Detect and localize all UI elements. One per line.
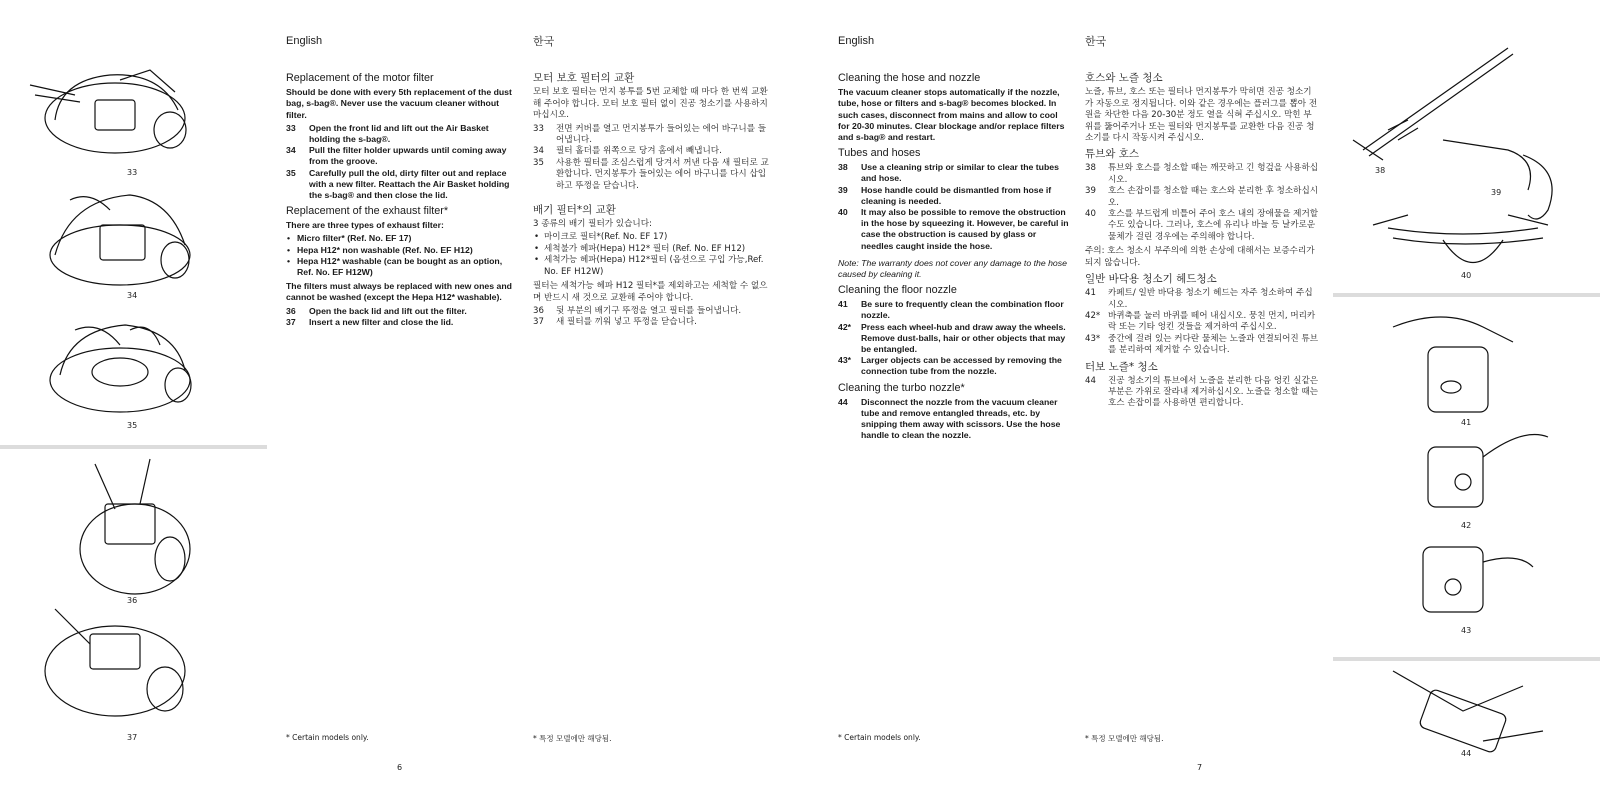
step-item: 44 Disconnect the nozzle from the vacuum cleaner tube and remove entangled threads, etc. by snipping them away with scissors. Use the hose handle to clean the nozzle.: [838, 396, 1061, 441]
section-title-turbo-nozzle: 터보 노즐* 청소: [1085, 360, 1158, 373]
figure-label: 43: [1461, 626, 1472, 635]
footnote: * Certain models only.: [286, 733, 369, 742]
step-item: 37 Insert a new filter and close the lid.: [286, 316, 454, 327]
list-item: • Hepa H12* non washable (Ref. No. EF H12): [287, 244, 473, 255]
exhaust-filter-types: [533, 232, 771, 278]
step-item: 39 호스 손잡이를 청소할 때는 호스와 분리한 후 청소하십시오.: [1085, 186, 1319, 208]
list-item: • Hepa H12* washable (can be bought as an option, Ref. No. EF H12W): [287, 255, 503, 278]
list-item: • 마이크로 필터*(Ref. No. EF 17): [534, 232, 668, 243]
page6-english-column: [286, 36, 516, 331]
step-item: 39 Hose handle could be dismantled from hose if cleaning is needed.: [838, 184, 1052, 206]
figure-label: 40: [1461, 271, 1472, 280]
section-intro: Should be done with every 5th replacement of the dust bag, s-bag®. Never use the vacuum cleaner without filter.: [286, 87, 512, 120]
tubes-steps: [1085, 163, 1319, 243]
figure-label: 39: [1491, 188, 1502, 197]
turbo-nozzle-illustration-44: [1333, 661, 1600, 801]
section-intro: 3 종류의 배기 필터가 있습니다:: [533, 219, 652, 230]
motor-filter-steps: [286, 123, 516, 201]
section-intro: 모터 보호 필터는 먼지 봉투를 5번 교체할 때 마다 한 번씩 교환해 주어야 합니다. 모터 보호 필터 없이 진공 청소기를 사용하지 마십시오.: [533, 87, 768, 121]
step-item: 34 Pull the filter holder upwards until coming away from the groove.: [286, 145, 507, 167]
step-item: 34 필터 홀더를 위쪽으로 당겨 홈에서 빼냅니다.: [533, 146, 722, 157]
section-intro: There are three types of exhaust filter:: [286, 220, 444, 231]
page7-english-column: [838, 36, 1070, 444]
step-item: 38 Use a cleaning strip or similar to clear the tubes and hose.: [838, 162, 1059, 184]
exhaust-filter-types: [286, 233, 516, 278]
footnote: * 특정 모델에만 해당됨.: [1085, 734, 1164, 743]
vacuum-illustrations-36-37: [0, 449, 267, 801]
section-title-floor-nozzle: Cleaning the floor nozzle: [838, 284, 957, 297]
step-item: 41 카페트/ 일반 바닥용 청소기 헤드는 자주 청소하여 주십시오.: [1085, 288, 1313, 310]
page-number: 6: [397, 763, 403, 772]
step-item: 43* Larger objects can be accessed by removing the connection tube from the nozzle.: [838, 355, 1062, 377]
list-item: • 세척불가 헤파(Hepa) H12* 필터 (Ref. No. EF H12): [534, 243, 746, 254]
illustration-panel-bottom: [1333, 661, 1600, 801]
step-item: 33 전면 커버를 열고 먼지봉투가 들어있는 에어 바구니를 들어냅니다.: [533, 123, 767, 146]
section-title-tubes-hoses: Tubes and hoses: [838, 147, 921, 160]
nozzle-illustrations-41-43: [1333, 297, 1600, 657]
list-item: • 세척가능 헤파(Hepa) H12*필터 (옵션으로 구입 가능,Ref. No. EF H12W): [534, 255, 764, 277]
step-item: 44 진공 청소기의 튜브에서 노즐을 분리한 다음 엉킨 실같은 부분은 가위로 잘라내 제거하십시오. 노즐을 청소할 때는 호스 손잡이를 사용하면 편리합니다.: [1085, 375, 1319, 409]
motor-filter-steps: [533, 124, 771, 192]
figure-label: 41: [1461, 418, 1472, 427]
tubes-steps: [838, 162, 1070, 252]
step-item: 40 호스를 부드럽게 비틀어 주어 호스 내의 장애물을 제거할 수도 있습니다. 그러나, 호스에 유리나 바늘 등 날카로운 물체가 걸린 경우에는 주의해야 합니다.: [1085, 209, 1319, 242]
figure-label: 35: [127, 421, 138, 430]
step-item: 42* 바퀴축를 눌러 바퀴를 떼어 내십시오. 뭉친 먼지, 머리카락 또는 기타 엉킨 것들을 제거하여 주십시오.: [1085, 310, 1316, 333]
step-item: 38 튜브와 호스를 청소할 때는 깨끗하고 긴 헝겊을 사용하십시오.: [1085, 163, 1319, 185]
step-item: 43* 중간에 걸려 있는 커다란 물체는 노즐과 연결되어진 튜브를 분리하여 제거할 수 있습니다.: [1085, 333, 1319, 356]
footnote: * 특정 모델에만 해당됨.: [533, 734, 612, 743]
figure-label: 33: [127, 168, 138, 177]
exhaust-note: 필터는 세척가능 헤파 H12 필터*를 제외하고는 세척할 수 없으며 반드시 새 것으로 교환해 주어야 합니다.: [533, 281, 768, 303]
right-illustration-strip: [1333, 0, 1600, 801]
warranty-note: 주의: 호스 청소시 부주의에 의한 손상에 대해서는 보증수리가 되지 않습니다.: [1085, 246, 1315, 268]
exhaust-filter-steps: [286, 306, 516, 328]
step-item: 40 It may also be possible to remove the obstruction in the hose by squeezing it. However, be careful in case the obstruction is caused by glass or needles caught inside the hose.: [838, 207, 1069, 251]
list-item: • Micro filter* (Ref. No. EF 17): [287, 233, 412, 244]
language-heading: 한국: [533, 35, 555, 48]
page7-korean-column: [1085, 36, 1319, 413]
vacuum-illustrations-33-35: [0, 0, 267, 445]
step-item: 36 뒷 부분의 배기구 뚜껑을 열고 필터를 들어냅니다.: [533, 305, 742, 316]
turbo-steps: [838, 397, 1070, 442]
language-heading: English: [286, 35, 323, 47]
exhaust-note: The filters must always be replaced with new ones and cannot be washed (except the Hepa H12* washable).: [286, 281, 512, 303]
section-title-exhaust-filter: Replacement of the exhaust filter*: [286, 205, 449, 218]
section-intro: 노즐, 튜브, 호스 또는 필터나 먼지봉투가 막히면 진공 청소기가 자동으로 정지됩니다. 이와 같은 경우에는 플러그를 뽑아 전원을 차단한 다음 20-30분 정도 열을 식혀 주십시오. 막힌 부위를 뚫어주거나 또는 필터와 먼지봉투를 교환한 다음 진공 청소기를 다시 작동시켜 주십시오.: [1085, 87, 1318, 144]
language-heading: English: [838, 35, 875, 47]
warranty-note: Note: The warranty does not cover any damage to the hose caused by cleaning it.: [838, 257, 1067, 280]
figure-label: 34: [127, 291, 138, 300]
section-title-hose-nozzle: 호스와 노즐 청소: [1085, 72, 1163, 85]
section-title-exhaust-filter: 배기 필터*의 교환: [533, 204, 616, 217]
section-title-floor-nozzle: 일반 바닥용 청소기 헤드청소: [1085, 273, 1217, 286]
step-item: 41 Be sure to frequently clean the combination floor nozzle.: [838, 299, 1064, 321]
figure-label: 38: [1375, 166, 1386, 175]
page6-korean-column: [533, 36, 771, 332]
section-intro: The vacuum cleaner stops automatically if the nozzle, tube, hose or filters and s-bag® becomes blocked. In such cases, disconnect from mains and allow to cool for 20-30 minutes. Clear blockage and/or replace filters and s-bag® and restart.: [838, 87, 1065, 143]
illustration-panel-top: [1333, 0, 1600, 293]
illustration-panel-middle: [1333, 297, 1600, 657]
figure-label: 36: [127, 596, 138, 605]
language-heading: 한국: [1085, 35, 1107, 48]
step-item: 42* Press each wheel-hub and draw away the wheels. Remove dust-balls, hair or other objects that may be entangled.: [838, 321, 1066, 355]
figure-label: 44: [1461, 749, 1472, 758]
figure-label: 37: [127, 733, 138, 742]
step-item: 35 사용한 필터를 조심스럽게 당겨서 꺼낸 다음 새 필터로 교환합니다. 먼지봉투가 들어있는 에어 바구니를 다시 삽입하고 뚜껑을 닫습니다.: [533, 157, 769, 191]
section-title-motor-filter: Replacement of the motor filter: [286, 72, 434, 85]
left-illustration-strip: [0, 0, 267, 801]
footnote: * Certain models only.: [838, 733, 921, 742]
hose-illustrations-38-40: [1333, 0, 1600, 293]
floor-steps: [1085, 288, 1319, 356]
step-item: 33 Open the front lid and lift out the Air Basket holding the s-bag®.: [286, 122, 489, 145]
illustration-panel-top: [0, 0, 267, 445]
step-item: 36 Open the back lid and lift out the filter.: [286, 305, 467, 316]
turbo-steps: [1085, 376, 1319, 410]
page-number: 7: [1197, 763, 1203, 772]
exhaust-filter-steps: [533, 306, 771, 329]
step-item: 37 새 필터를 끼워 넣고 뚜껑을 닫습니다.: [533, 317, 697, 328]
floor-steps: [838, 299, 1070, 377]
figure-label: 42: [1461, 521, 1472, 530]
section-title-tubes-hoses: 튜브와 호스: [1085, 148, 1140, 161]
section-title-hose-nozzle: Cleaning the hose and nozzle: [838, 72, 981, 85]
illustration-panel-bottom: [0, 449, 267, 801]
step-item: 35 Carefully pull the old, dirty filter out and replace with a new filter. Reattach the Air Basket holding the s-bag® and then close the lid.: [286, 167, 510, 201]
section-title-motor-filter: 모터 보호 필터의 교환: [533, 72, 635, 85]
section-title-turbo-nozzle: Cleaning the turbo nozzle*: [838, 381, 965, 394]
